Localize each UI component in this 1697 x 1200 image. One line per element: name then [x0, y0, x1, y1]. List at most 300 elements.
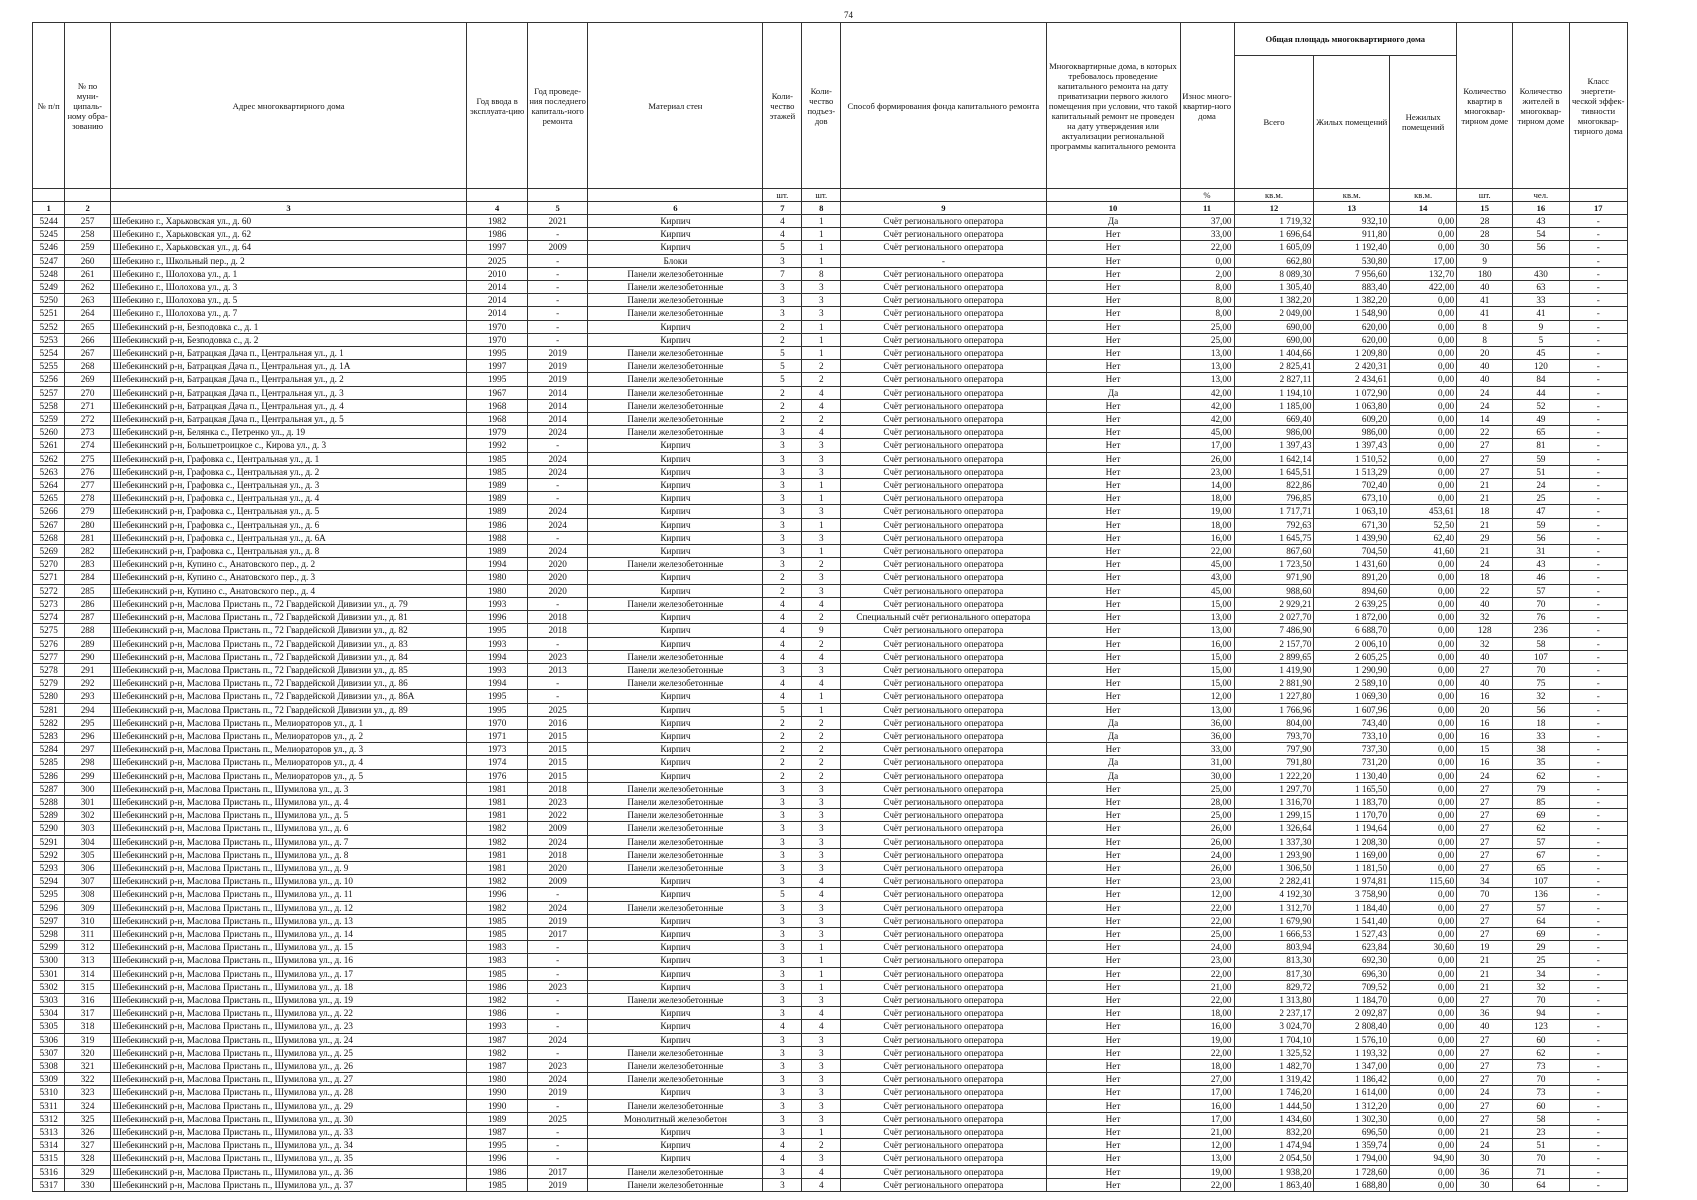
unit-cell	[1046, 189, 1180, 202]
cell-area-total: 7 486,90	[1234, 624, 1314, 637]
cell-wall-material: Кирпич	[588, 1152, 763, 1165]
table-row	[33, 241, 1628, 254]
cell-entrances: 3	[802, 1086, 841, 1099]
cell-wall-material: Панели железобетонные	[588, 677, 763, 690]
cell-area-total: 832,20	[1234, 1126, 1314, 1139]
cell-year-built: 1993	[467, 1020, 528, 1033]
cell-address: Шебекинский р-н, Батрацкая Дача п., Центральная ул., д. 1А	[110, 360, 467, 373]
cell-address: Шебекинский р-н, Маслова Пристань п., Шумилова ул., д. 3	[110, 782, 467, 795]
cell-energy-class: -	[1569, 558, 1628, 571]
cell-residents: 56	[1513, 703, 1569, 716]
cell-residents: 29	[1513, 941, 1569, 954]
cell-year-built: 1994	[467, 558, 528, 571]
cell-floors: 3	[763, 1126, 802, 1139]
cell-wear: 8,00	[1180, 281, 1234, 294]
cell-fund-method: Счёт регионального оператора	[841, 875, 1046, 888]
cell-residents: 76	[1513, 611, 1569, 624]
cell-apartments: 14	[1457, 413, 1513, 426]
cell-floors: 4	[763, 228, 802, 241]
cell-last-repair: -	[527, 677, 588, 690]
cell-entrances: 3	[802, 993, 841, 1006]
cell-area-living: 671,30	[1314, 518, 1390, 531]
cell-index: 5257	[33, 386, 65, 399]
unit-cell: %	[1180, 189, 1234, 202]
table-row	[33, 1046, 1628, 1059]
cell-index: 5308	[33, 1060, 65, 1073]
cell-year-built: 1997	[467, 360, 528, 373]
cell-year-built: 1970	[467, 320, 528, 333]
cell-municipal-number: 328	[65, 1152, 110, 1165]
cell-apartments: 32	[1457, 611, 1513, 624]
cell-wall-material: Кирпич	[588, 465, 763, 478]
cell-residents: 70	[1513, 663, 1569, 676]
cell-municipal-number: 263	[65, 294, 110, 307]
cell-area-total: 1 434,60	[1234, 1112, 1314, 1125]
cell-area-nonliving: 0,00	[1390, 927, 1457, 940]
cell-wear: 13,00	[1180, 624, 1234, 637]
cell-repair-required: Нет	[1046, 848, 1180, 861]
cell-area-total: 829,72	[1234, 980, 1314, 993]
cell-area-total: 8 089,30	[1234, 267, 1314, 280]
cell-energy-class: -	[1569, 360, 1628, 373]
cell-area-living: 1 184,70	[1314, 993, 1390, 1006]
cell-wall-material: Кирпич	[588, 729, 763, 742]
cell-wall-material: Панели железобетонные	[588, 1099, 763, 1112]
cell-address: Шебекинский р-н, Маслова Пристань п., 72 Гвардейской Дивизии ул., д. 81	[110, 611, 467, 624]
cell-wall-material: Кирпич	[588, 756, 763, 769]
unit-cell: шт.	[802, 189, 841, 202]
cell-apartments: 36	[1457, 1007, 1513, 1020]
cell-repair-required: Нет	[1046, 558, 1180, 571]
cell-apartments: 21	[1457, 545, 1513, 558]
cell-apartments: 40	[1457, 597, 1513, 610]
cell-area-nonliving: 115,60	[1390, 875, 1457, 888]
cell-municipal-number: 293	[65, 690, 110, 703]
cell-entrances: 2	[802, 558, 841, 571]
cell-wall-material: Панели железобетонные	[588, 399, 763, 412]
cell-last-repair: 2013	[527, 663, 588, 676]
cell-wall-material: Кирпич	[588, 1007, 763, 1020]
cell-fund-method: Счёт регионального оператора	[841, 1178, 1046, 1191]
cell-municipal-number: 310	[65, 914, 110, 927]
cell-residents: 120	[1513, 360, 1569, 373]
cell-fund-method: Счёт регионального оператора	[841, 347, 1046, 360]
cell-area-nonliving: 41,60	[1390, 545, 1457, 558]
cell-area-total: 1 306,50	[1234, 861, 1314, 874]
column-number-cell: 11	[1180, 202, 1234, 215]
cell-area-living: 1 193,32	[1314, 1046, 1390, 1059]
cell-area-living: 1 541,40	[1314, 914, 1390, 927]
col-header-repair-required: Многоквартирные дома, в которых требовалось проведение капитального ремонта на дату приватизации первого жилого помещения при условии, что такой капитальный ремонт не проведен на дату утверждения или актуализации региональной программы капитального ремонта	[1046, 23, 1180, 189]
cell-index: 5253	[33, 333, 65, 346]
cell-energy-class: -	[1569, 875, 1628, 888]
cell-area-nonliving: 453,61	[1390, 505, 1457, 518]
cell-area-living: 932,10	[1314, 215, 1390, 228]
cell-year-built: 1983	[467, 954, 528, 967]
cell-apartments: 27	[1457, 822, 1513, 835]
cell-wear: 22,00	[1180, 914, 1234, 927]
cell-last-repair: 2024	[527, 426, 588, 439]
cell-residents: 43	[1513, 215, 1569, 228]
cell-address: Шебекинский р-н, Маслова Пристань п., Мелиораторов ул., д. 5	[110, 769, 467, 782]
cell-fund-method: Счёт регионального оператора	[841, 1126, 1046, 1139]
cell-area-living: 1 069,30	[1314, 690, 1390, 703]
cell-floors: 3	[763, 1178, 802, 1191]
cell-wall-material: Кирпич	[588, 479, 763, 492]
cell-residents: 43	[1513, 558, 1569, 571]
cell-address: Шебекинский р-н, Маслова Пристань п., 72 Гвардейской Дивизии ул., д. 85	[110, 663, 467, 676]
cell-energy-class: -	[1569, 1126, 1628, 1139]
cell-floors: 3	[763, 795, 802, 808]
cell-area-total: 1 305,40	[1234, 281, 1314, 294]
cell-floors: 3	[763, 954, 802, 967]
cell-residents: 49	[1513, 413, 1569, 426]
cell-residents: 71	[1513, 1165, 1569, 1178]
cell-repair-required: Нет	[1046, 861, 1180, 874]
table-row	[33, 426, 1628, 439]
cell-apartments: 27	[1457, 782, 1513, 795]
cell-energy-class: -	[1569, 584, 1628, 597]
cell-area-total: 1 645,51	[1234, 465, 1314, 478]
cell-residents: 67	[1513, 848, 1569, 861]
cell-entrances: 1	[802, 215, 841, 228]
cell-wall-material: Кирпич	[588, 1139, 763, 1152]
cell-floors: 3	[763, 492, 802, 505]
cell-residents: 58	[1513, 637, 1569, 650]
cell-fund-method: Счёт регионального оператора	[841, 637, 1046, 650]
cell-index: 5294	[33, 875, 65, 888]
cell-address: Шебекинский р-н, Маслова Пристань п., Шумилова ул., д. 9	[110, 861, 467, 874]
cell-floors: 3	[763, 1086, 802, 1099]
cell-address: Шебекинский р-н, Маслова Пристань п., Мелиораторов ул., д. 2	[110, 729, 467, 742]
cell-area-total: 1 194,10	[1234, 386, 1314, 399]
table-row	[33, 545, 1628, 558]
cell-residents: 79	[1513, 782, 1569, 795]
cell-last-repair: 2014	[527, 413, 588, 426]
cell-fund-method: Счёт регионального оператора	[841, 677, 1046, 690]
cell-repair-required: Нет	[1046, 1060, 1180, 1073]
table-row	[33, 809, 1628, 822]
cell-area-living: 1 548,90	[1314, 307, 1390, 320]
cell-area-total: 1 766,96	[1234, 703, 1314, 716]
cell-apartments: 9	[1457, 254, 1513, 267]
cell-last-repair: -	[527, 1007, 588, 1020]
cell-area-total: 2 237,17	[1234, 1007, 1314, 1020]
cell-address: Шебекинский р-н, Маслова Пристань п., Шумилова ул., д. 27	[110, 1073, 467, 1086]
cell-area-nonliving: 0,00	[1390, 624, 1457, 637]
cell-index: 5281	[33, 703, 65, 716]
cell-address: Шебекинский р-н, Маслова Пристань п., Шумилова ул., д. 11	[110, 888, 467, 901]
cell-entrances: 1	[802, 254, 841, 267]
cell-last-repair: -	[527, 637, 588, 650]
cell-index: 5258	[33, 399, 65, 412]
cell-entrances: 3	[802, 809, 841, 822]
cell-entrances: 4	[802, 386, 841, 399]
table-row	[33, 1020, 1628, 1033]
cell-area-total: 2 054,50	[1234, 1152, 1314, 1165]
table-row	[33, 690, 1628, 703]
cell-area-living: 1 431,60	[1314, 558, 1390, 571]
cell-area-living: 1 439,90	[1314, 531, 1390, 544]
cell-last-repair: 2018	[527, 624, 588, 637]
cell-repair-required: Нет	[1046, 254, 1180, 267]
cell-entrances: 3	[802, 795, 841, 808]
cell-floors: 3	[763, 465, 802, 478]
cell-wear: 13,00	[1180, 1152, 1234, 1165]
cell-area-living: 1 302,30	[1314, 1112, 1390, 1125]
cell-energy-class: -	[1569, 611, 1628, 624]
col-header-index: № п/п	[33, 23, 65, 189]
cell-energy-class: -	[1569, 941, 1628, 954]
cell-energy-class: -	[1569, 228, 1628, 241]
cell-floors: 4	[763, 650, 802, 663]
cell-address: Шебекинский р-н, Маслова Пристань п., 72 Гвардейской Дивизии ул., д. 83	[110, 637, 467, 650]
cell-area-nonliving: 0,00	[1390, 901, 1457, 914]
cell-area-total: 791,80	[1234, 756, 1314, 769]
cell-apartments: 27	[1457, 1112, 1513, 1125]
cell-last-repair: 2019	[527, 914, 588, 927]
cell-area-nonliving: 0,00	[1390, 386, 1457, 399]
cell-residents: 57	[1513, 584, 1569, 597]
cell-area-nonliving: 422,00	[1390, 281, 1457, 294]
cell-address: Шебекинский р-н, Маслова Пристань п., Мелиораторов ул., д. 4	[110, 756, 467, 769]
cell-area-living: 704,50	[1314, 545, 1390, 558]
table-row	[33, 1165, 1628, 1178]
cell-fund-method: Счёт регионального оператора	[841, 267, 1046, 280]
cell-area-living: 1 130,40	[1314, 769, 1390, 782]
cell-entrances: 4	[802, 399, 841, 412]
cell-fund-method: Счёт регионального оператора	[841, 1165, 1046, 1178]
cell-municipal-number: 326	[65, 1126, 110, 1139]
cell-floors: 2	[763, 716, 802, 729]
unit-cell: шт.	[1457, 189, 1513, 202]
cell-repair-required: Нет	[1046, 267, 1180, 280]
cell-address: Шебекинский р-н, Маслова Пристань п., Шумилова ул., д. 22	[110, 1007, 467, 1020]
cell-area-living: 702,40	[1314, 479, 1390, 492]
cell-municipal-number: 270	[65, 386, 110, 399]
cell-apartments: 27	[1457, 809, 1513, 822]
cell-floors: 3	[763, 901, 802, 914]
cell-wall-material: Кирпич	[588, 743, 763, 756]
cell-area-living: 1 607,96	[1314, 703, 1390, 716]
cell-wear: 12,00	[1180, 888, 1234, 901]
cell-repair-required: Нет	[1046, 360, 1180, 373]
cell-municipal-number: 318	[65, 1020, 110, 1033]
cell-wall-material: Панели железобетонные	[588, 597, 763, 610]
cell-wear: 16,00	[1180, 637, 1234, 650]
cell-apartments: 34	[1457, 875, 1513, 888]
cell-wear: 31,00	[1180, 756, 1234, 769]
table-row	[33, 1060, 1628, 1073]
cell-address: Шебекинский р-н, Маслова Пристань п., Шумилова ул., д. 5	[110, 809, 467, 822]
cell-energy-class: -	[1569, 1020, 1628, 1033]
cell-residents: 70	[1513, 1152, 1569, 1165]
cell-apartments: 21	[1457, 479, 1513, 492]
cell-year-built: 1995	[467, 703, 528, 716]
cell-area-total: 1 482,70	[1234, 1060, 1314, 1073]
cell-municipal-number: 287	[65, 611, 110, 624]
cell-address: Шебекинский р-н, Батрацкая Дача п., Центральная ул., д. 1	[110, 347, 467, 360]
cell-wall-material: Панели железобетонные	[588, 386, 763, 399]
cell-entrances: 3	[802, 1099, 841, 1112]
cell-wall-material: Панели железобетонные	[588, 294, 763, 307]
cell-energy-class: -	[1569, 281, 1628, 294]
cell-area-nonliving: 0,00	[1390, 479, 1457, 492]
cell-wall-material: Кирпич	[588, 215, 763, 228]
cell-year-built: 1982	[467, 1046, 528, 1059]
col-header-year-built: Год ввода в эксплуата-цию	[467, 23, 528, 189]
cell-wear: 18,00	[1180, 1060, 1234, 1073]
cell-address: Шебекинский р-н, Маслова Пристань п., Шумилова ул., д. 34	[110, 1139, 467, 1152]
cell-wear: 19,00	[1180, 1033, 1234, 1046]
cell-last-repair: -	[527, 267, 588, 280]
cell-area-total: 822,86	[1234, 479, 1314, 492]
cell-area-living: 1 072,90	[1314, 386, 1390, 399]
cell-wall-material: Кирпич	[588, 584, 763, 597]
cell-area-nonliving: 0,00	[1390, 1060, 1457, 1073]
cell-residents: 64	[1513, 914, 1569, 927]
cell-area-living: 1 169,00	[1314, 848, 1390, 861]
cell-year-built: 1980	[467, 584, 528, 597]
cell-wear: 18,00	[1180, 492, 1234, 505]
cell-repair-required: Нет	[1046, 782, 1180, 795]
cell-repair-required: Нет	[1046, 1073, 1180, 1086]
cell-index: 5251	[33, 307, 65, 320]
cell-area-nonliving: 0,00	[1390, 782, 1457, 795]
cell-area-nonliving: 0,00	[1390, 1073, 1457, 1086]
cell-residents: 44	[1513, 386, 1569, 399]
cell-year-built: 1990	[467, 1099, 528, 1112]
table-row	[33, 822, 1628, 835]
cell-entrances: 2	[802, 743, 841, 756]
cell-area-nonliving: 0,00	[1390, 584, 1457, 597]
cell-wall-material: Кирпич	[588, 941, 763, 954]
cell-area-living: 1 312,20	[1314, 1099, 1390, 1112]
table-row	[33, 1152, 1628, 1165]
cell-apartments: 27	[1457, 848, 1513, 861]
cell-floors: 5	[763, 373, 802, 386]
cell-floors: 2	[763, 320, 802, 333]
cell-fund-method: Счёт регионального оператора	[841, 941, 1046, 954]
cell-apartments: 8	[1457, 333, 1513, 346]
column-number-cell: 1	[33, 202, 65, 215]
cell-fund-method: Счёт регионального оператора	[841, 809, 1046, 822]
cell-area-total: 1 312,70	[1234, 901, 1314, 914]
cell-wear: 43,00	[1180, 571, 1234, 584]
cell-municipal-number: 306	[65, 861, 110, 874]
cell-wall-material: Кирпич	[588, 954, 763, 967]
cell-entrances: 3	[802, 584, 841, 597]
cell-residents: 32	[1513, 690, 1569, 703]
cell-address: Шебекинский р-н, Маслова Пристань п., Шумилова ул., д. 14	[110, 927, 467, 940]
cell-municipal-number: 271	[65, 399, 110, 412]
cell-area-nonliving: 0,00	[1390, 967, 1457, 980]
cell-repair-required: Нет	[1046, 743, 1180, 756]
cell-wear: 23,00	[1180, 875, 1234, 888]
cell-fund-method: Счёт регионального оператора	[841, 967, 1046, 980]
cell-wall-material: Панели железобетонные	[588, 650, 763, 663]
cell-energy-class: -	[1569, 571, 1628, 584]
cell-wall-material: Кирпич	[588, 914, 763, 927]
cell-last-repair: -	[527, 967, 588, 980]
cell-area-living: 1 576,10	[1314, 1033, 1390, 1046]
cell-wall-material: Панели железобетонные	[588, 307, 763, 320]
table-row	[33, 848, 1628, 861]
cell-wall-material: Кирпич	[588, 967, 763, 980]
cell-fund-method: Счёт регионального оператора	[841, 320, 1046, 333]
cell-municipal-number: 279	[65, 505, 110, 518]
cell-fund-method: Счёт регионального оператора	[841, 465, 1046, 478]
cell-fund-method: Счёт регионального оператора	[841, 1033, 1046, 1046]
cell-fund-method: Специальный счёт регионального оператора	[841, 611, 1046, 624]
cell-energy-class: -	[1569, 703, 1628, 716]
cell-area-nonliving: 0,00	[1390, 1139, 1457, 1152]
cell-entrances: 2	[802, 413, 841, 426]
cell-address: Шебекинский р-н, Маслова Пристань п., Шумилова ул., д. 23	[110, 1020, 467, 1033]
cell-residents: 32	[1513, 980, 1569, 993]
cell-entrances: 4	[802, 426, 841, 439]
cell-area-living: 1 194,64	[1314, 822, 1390, 835]
cell-address: Шебекинский р-н, Графовка с., Центральная ул., д. 1	[110, 452, 467, 465]
cell-wear: 16,00	[1180, 1099, 1234, 1112]
table-row	[33, 703, 1628, 716]
cell-area-total: 1 293,90	[1234, 848, 1314, 861]
cell-residents: 51	[1513, 1139, 1569, 1152]
cell-area-living: 673,10	[1314, 492, 1390, 505]
cell-repair-required: Да	[1046, 769, 1180, 782]
cell-area-total: 662,80	[1234, 254, 1314, 267]
cell-last-repair: -	[527, 1099, 588, 1112]
cell-area-nonliving: 0,00	[1390, 861, 1457, 874]
cell-energy-class: -	[1569, 914, 1628, 927]
cell-residents: 33	[1513, 294, 1569, 307]
cell-area-total: 988,60	[1234, 584, 1314, 597]
column-number-cell: 10	[1046, 202, 1180, 215]
cell-repair-required: Нет	[1046, 1086, 1180, 1099]
cell-area-total: 813,30	[1234, 954, 1314, 967]
cell-area-total: 1 227,80	[1234, 690, 1314, 703]
cell-area-living: 894,60	[1314, 584, 1390, 597]
cell-wear: 42,00	[1180, 413, 1234, 426]
cell-area-total: 1 704,10	[1234, 1033, 1314, 1046]
cell-year-built: 1982	[467, 875, 528, 888]
cell-index: 5314	[33, 1139, 65, 1152]
cell-residents: 430	[1513, 267, 1569, 280]
cell-residents: 23	[1513, 1126, 1569, 1139]
cell-floors: 4	[763, 597, 802, 610]
cell-municipal-number: 269	[65, 373, 110, 386]
cell-energy-class: -	[1569, 373, 1628, 386]
cell-entrances: 2	[802, 1139, 841, 1152]
cell-residents: 47	[1513, 505, 1569, 518]
cell-wear: 15,00	[1180, 663, 1234, 676]
cell-area-nonliving: 132,70	[1390, 267, 1457, 280]
cell-entrances: 8	[802, 267, 841, 280]
cell-area-nonliving: 0,00	[1390, 650, 1457, 663]
table-row	[33, 663, 1628, 676]
cell-fund-method: Счёт регионального оператора	[841, 307, 1046, 320]
cell-address: Шебекинский р-н, Маслова Пристань п., 72 Гвардейской Дивизии ул., д. 79	[110, 597, 467, 610]
cell-index: 5295	[33, 888, 65, 901]
cell-area-nonliving: 0,00	[1390, 663, 1457, 676]
cell-municipal-number: 285	[65, 584, 110, 597]
cell-index: 5307	[33, 1046, 65, 1059]
cell-area-nonliving: 0,00	[1390, 347, 1457, 360]
cell-last-repair: 2014	[527, 399, 588, 412]
unit-cell: шт.	[763, 189, 802, 202]
cell-area-nonliving: 94,90	[1390, 1152, 1457, 1165]
cell-address: Шебекинский р-н, Белянка с., Петренко ул., д. 19	[110, 426, 467, 439]
